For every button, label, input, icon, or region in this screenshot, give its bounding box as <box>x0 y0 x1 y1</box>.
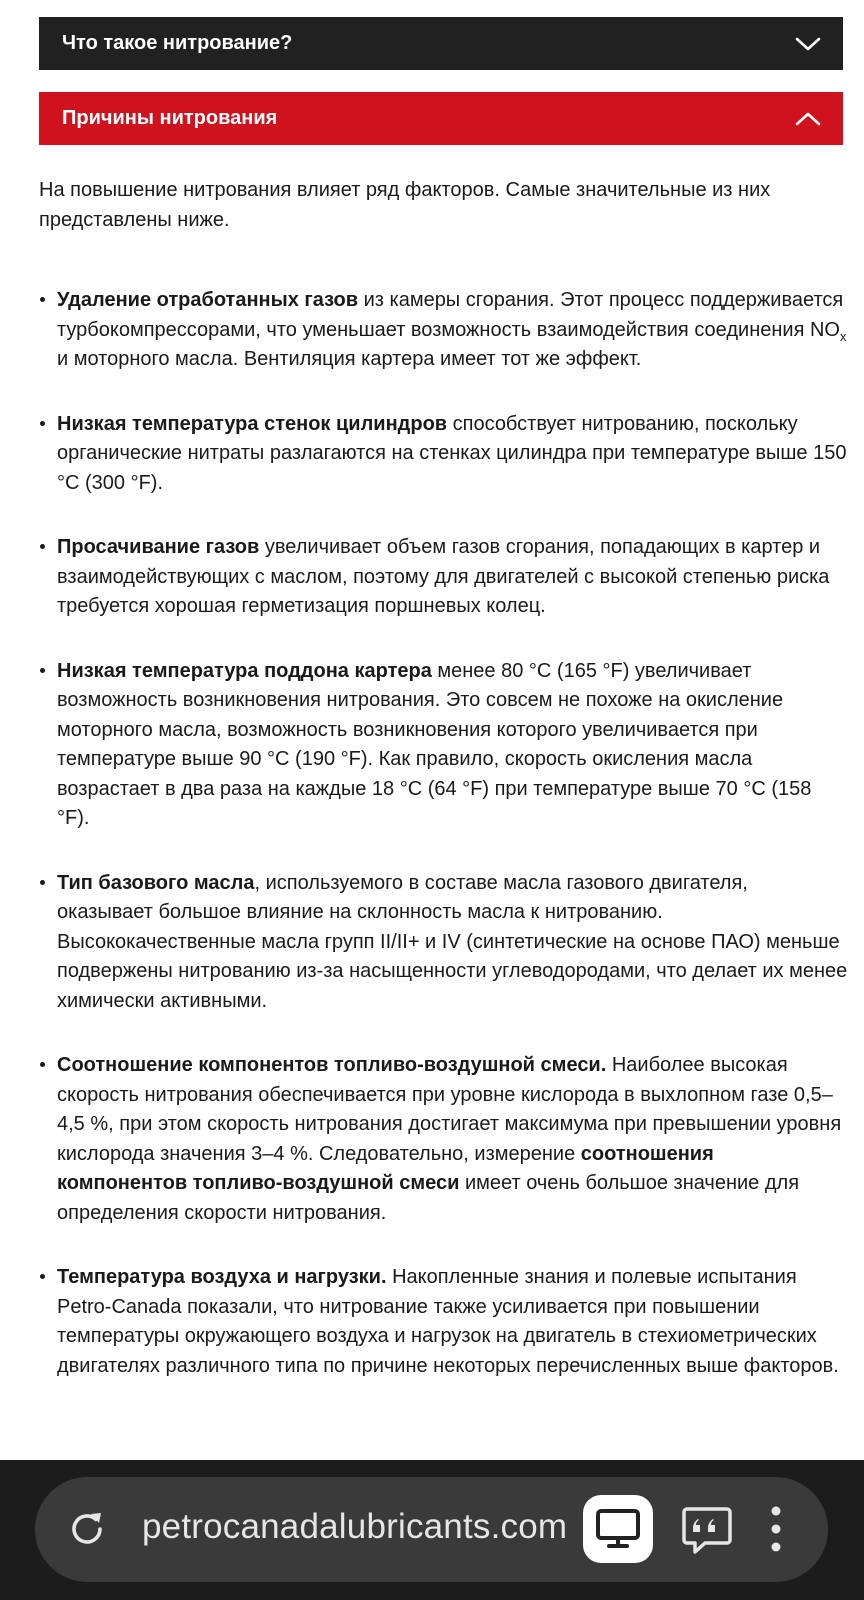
list-item: Низкая температура поддона картера менее 80 °C (165 °F) увеличивает возможность возникновения нитрования. Это совсем не похоже на окисление моторного масла, возможность возникновения которого увеличивается при температуре выше 90 °C (190 °F). Как правило, скорость окисления масла возрастает в два раза на каждые 18 °C (64 °F) при температуре выше 70 °C (158 °F). <box>39 657 849 834</box>
accordion-title: Причины нитрования <box>62 107 278 129</box>
accordion-causes-of-nitration[interactable] <box>39 92 843 145</box>
intro-paragraph: На повышение нитрования влияет ряд факторов. Самые значительные из них представлены ниже. <box>39 179 771 231</box>
accordion-title: Что такое нитрование? <box>62 32 293 54</box>
accordion-content <box>39 176 849 1381</box>
quote-icon[interactable] <box>681 1505 733 1555</box>
desktop-site-button[interactable] <box>583 1495 653 1563</box>
factor-title: Низкая температура стенок цилиндров <box>57 412 448 435</box>
reload-icon[interactable] <box>67 1509 107 1549</box>
factor-title: Удаление отработанных газов <box>57 289 359 311</box>
factor-title: Просачивание газов <box>57 536 260 558</box>
more-vert-icon[interactable] <box>770 1505 782 1553</box>
list-item: Температура воздуха и нагрузки. Накопленные знания и полевые испытания Petro-Canada показали, что нитрование также усиливается при повышении температуры окружающего воздуха и нагрузок на двигатель в стехиометрических двигателях различного типа по причине некоторых перечисленных выше факторов. <box>39 1263 849 1381</box>
accordion-what-is-nitration[interactable] <box>39 17 843 70</box>
chevron-up-icon <box>795 111 821 127</box>
list-item: Просачивание газов увеличивает объем газов сгорания, попадающих в картер и взаимодействующих с маслом, поэтому для двигателей с высокой степенью риска требуется хорошая герметизация поршневых колец. <box>39 533 849 622</box>
list-item: Тип базового масла, используемого в составе масла газового двигателя, оказывает большое влияние на склонность масла к нитрованию. Высококачественные масла групп II/II+ и IV (синтетические на основе ПАО) меньше подвержены нитрованию из-за насыщенности углеводородами, что делает их менее химически активными. <box>39 869 849 1017</box>
desktop-site-icon <box>594 1507 642 1551</box>
url-text[interactable]: petrocanadalubricants.com <box>142 1507 568 1546</box>
address-bar[interactable] <box>35 1477 828 1582</box>
list-item: Низкая температура стенок цилиндров способствует нитрованию, поскольку органические нитраты разлагаются на стенках цилиндра при температуре выше 150 °C (300 °F). <box>39 410 849 499</box>
factors-list <box>39 286 849 1381</box>
factor-title: Температура воздуха и нагрузки. <box>57 1266 387 1288</box>
chevron-down-icon <box>795 36 821 52</box>
factor-title: Соотношение компонентов топливо-воздушной смеси. <box>57 1054 607 1076</box>
list-item: Соотношение компонентов топливо-воздушной смеси. Наиболее высокая скорость нитрования обеспечивается при уровне кислорода в выхлопном газе 0,5–4,5 %, при этом скорость нитрования достигает максимума при превышении уровня кислорода значения 3–4 %. Следовательно, измерение соотношения компонентов топливо-воздушной смеси имеет очень большое значение для определения скорости нитрования. <box>39 1051 849 1228</box>
list-item: Удаление отработанных газов из камеры сгорания. Этот процесс поддерживается турбокомпрессорами, что уменьшает возможность взаимодействия соединения $NO_x$ и моторного масла. Вентиляция картера имеет тот же эффект. <box>39 286 849 375</box>
factor-title: Низкая температура поддона картера <box>57 659 432 682</box>
browser-bottom-bar <box>0 1460 864 1600</box>
factor-title: Тип базового масла <box>57 871 255 894</box>
